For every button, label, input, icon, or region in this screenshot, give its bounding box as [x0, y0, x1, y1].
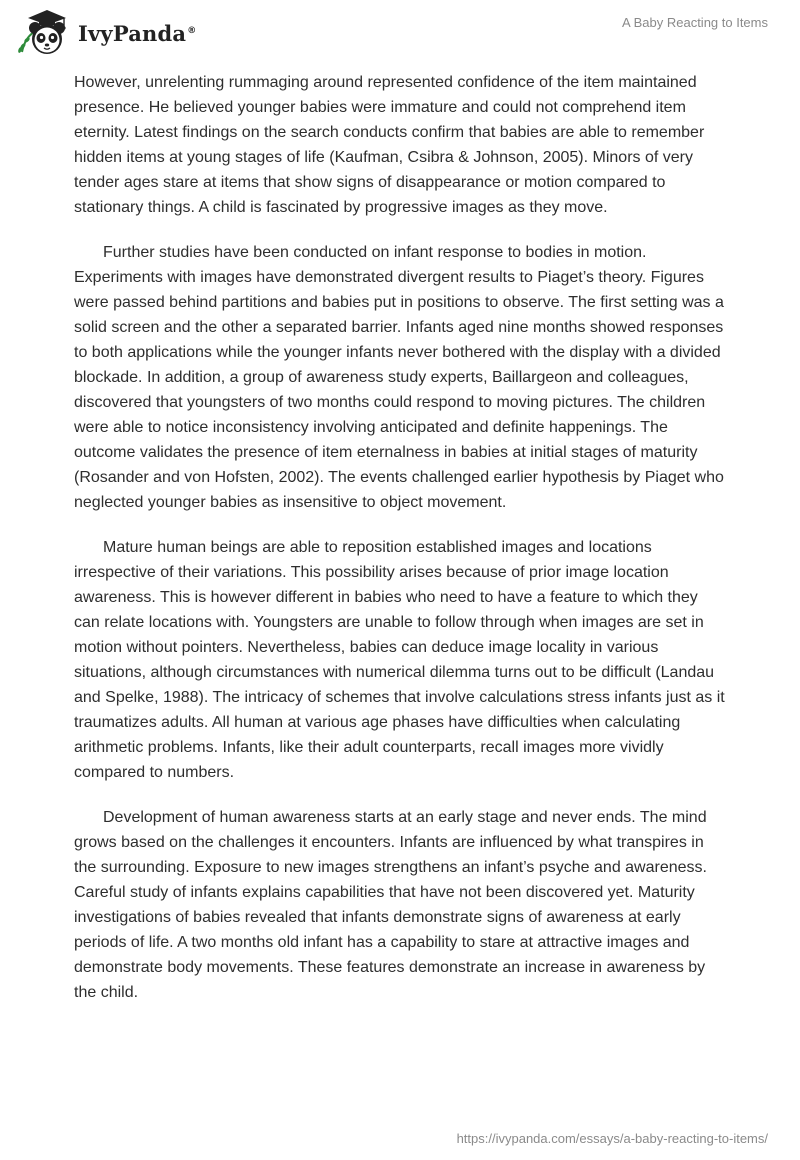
registered-mark: ®: [187, 25, 197, 36]
essay-paragraph: Mature human beings are able to reposition established images and locations irrespective of their variations. This possibility arises because of prior image location awareness. This is however different in babies who need to have a feature to which they can relate locations with. Youngsters are unable to follow through when images are set in motion without pointers. Nevertheless, babies can deduce image locality in various situations, although circumstances with numerical dilemma turns out to be difficult (Landau and Spelke, 1988). The intricacy of schemes that involve calculations stress infants just as it traumatizes adults. All human at various age phases have difficulties when calculating arithmetic problems. Infants, like their adult counterparts, recall images more vividly compared to numbers.: [74, 539, 725, 781]
document-title: A Baby Reacting to Items: [622, 15, 768, 30]
ivypanda-logo[interactable]: [14, 8, 196, 58]
essay-paragraph: However, unrelenting rummaging around represented confidence of the item maintained presence. He believed younger babies were immature and could not comprehend item eternity. Latest findings on the search conducts confirm that babies are able to remember hidden items at young stages of life (Kaufman, Csibra & Johnson, 2005). Minors of very tender ages stare at items that show signs of disappearance or motion compared to stationary things. A child is fascinated by progressive images as they move.: [74, 74, 705, 216]
essay-paragraph: Development of human awareness starts at an early stage and never ends. The mind grows based on the challenges it encounters. Infants are influenced by what transpires in the surrounding. Exposure to new images strengthens an infant’s psyche and awareness. Careful study of infants explains capabilities that have not been discovered yet. Maturity investigations of babies revealed that infants demonstrate signs of awareness at early periods of life. A two months old infant has a capability to stare at attractive images and demonstrate body movements. These features demonstrate an increase in awareness by the child.: [74, 809, 707, 1001]
brand-name: IvyPanda®: [78, 20, 197, 46]
source-url[interactable]: https://ivypanda.com/essays/a-baby-reacting-to-items/: [456, 1131, 768, 1146]
essay-body: [74, 70, 726, 1025]
panda-graduate-icon: [14, 8, 72, 58]
page-header: [0, 0, 800, 70]
essay-paragraph: Further studies have been conducted on infant response to bodies in motion. Experiments with images have demonstrated divergent results to Piaget’s theory. Figures were passed behind partitions and babies put in positions to observe. The first setting was a solid screen and the other a separated barrier. Infants aged nine months showed responses to both applications while the younger infants never bothered with the display with a divided blockade. In addition, a group of awareness study experts, Baillargeon and colleagues, discovered that youngsters of two months could respond to moving pictures. The children were able to notice inconsistency involving anticipated and definite happenings. The outcome validates the presence of item eternalness in babies at initial stages of maturity (Rosander and von Hofsten, 2002). The events challenged earlier hypothesis by Piaget who neglected younger babies as insensitive to object movement.: [74, 244, 724, 511]
